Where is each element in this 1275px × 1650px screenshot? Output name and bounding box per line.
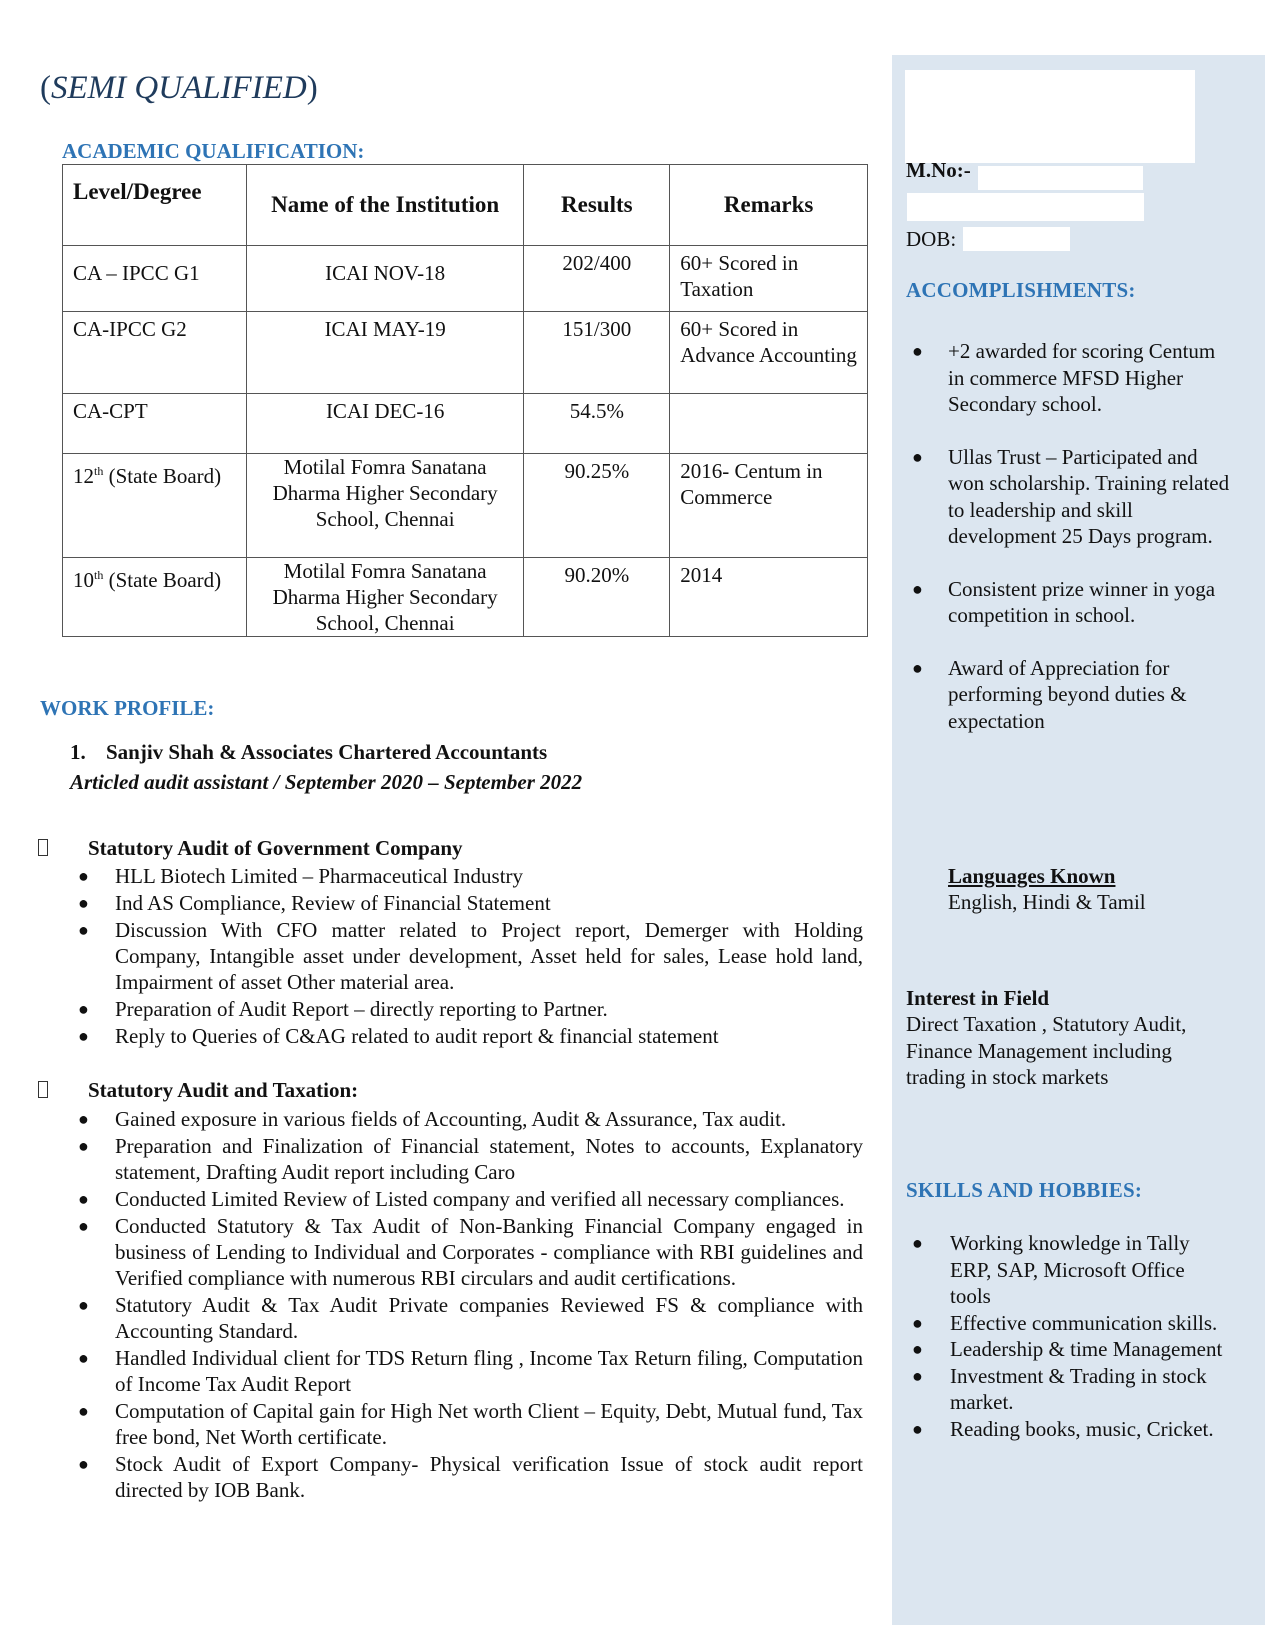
bullet-icon: ● (78, 1136, 89, 1156)
accomplishment-item: ● Ullas Trust – Participated and won scholarship. Training related to leadership and skill development 25 Days program. (912, 444, 1230, 548)
skills-list (906, 1230, 1226, 1442)
bullet-icon: ● (78, 1454, 89, 1474)
work-section-list (75, 1106, 863, 1504)
work-section-list (75, 863, 863, 1050)
bullet-icon: ● (78, 1026, 89, 1046)
job-role: Articled audit assistant / September 2020 – September 2022 (70, 770, 583, 794)
institution-cell: ICAI DEC-16 (246, 394, 524, 454)
skill-item: ● Working knowledge in Tally ERP, SAP, Microsoft Office tools (912, 1231, 1190, 1308)
bullet-icon: ● (78, 893, 89, 913)
skill-item: ● Reading books, music, Cricket. (912, 1416, 1214, 1441)
column-header: Results (524, 165, 670, 246)
languages-heading: Languages Known (948, 864, 1116, 888)
skill-item: ● Leadership & time Management (912, 1337, 1223, 1361)
bullet-icon: ● (78, 1348, 89, 1368)
bullet-icon: ● (912, 1339, 923, 1359)
bullet-icon: ● (912, 446, 923, 467)
bullet-icon: ● (912, 578, 923, 599)
accomplishment-item: ● +2 awarded for scoring Centum in commerce MFSD Higher Secondary school. (912, 339, 1216, 416)
section-heading: Statutory Audit and Taxation: (38, 1078, 358, 1103)
table-row (63, 394, 868, 454)
column-header: Level/Degree (63, 165, 247, 246)
bullet-icon: ● (78, 866, 89, 886)
list-item: ● Discussion With CFO matter related to Project report, Demerger with Holding Company, Intangible asset under development, Asset held for sales, Lease hold land, Impairment of asset Other material area. (78, 918, 863, 994)
level-cell: CA-IPCC G2 (63, 312, 247, 394)
list-item: ● Conducted Limited Review of Listed company and verified all necessary compliances. (78, 1187, 845, 1211)
list-item: ● Gained exposure in various fields of Accounting, Audit & Assurance, Tax audit. (78, 1107, 787, 1131)
remarks-cell: 60+ Scored in Taxation (670, 246, 868, 312)
languages-text: English, Hindi & Tamil (948, 890, 1146, 914)
redacted-dob (963, 227, 1070, 251)
level-cell: CA-CPT (63, 394, 247, 454)
list-item: ● Reply to Queries of C&AG related to audit report & financial statement (78, 1024, 719, 1048)
list-item: ● Ind AS Compliance, Review of Financial Statement (78, 891, 551, 915)
redacted-membership-number (978, 166, 1143, 190)
remarks-cell: 60+ Scored in Advance Accounting (670, 312, 868, 394)
accomplishment-item: ● Consistent prize winner in yoga competition in school. (912, 576, 1216, 627)
bullet-icon: ● (78, 1295, 89, 1315)
level-cell: 10th (State Board) (63, 558, 247, 637)
missing-glyph-icon (38, 1081, 48, 1098)
remarks-cell: 2014 (670, 558, 868, 637)
bullet-icon: ● (912, 1233, 923, 1253)
result-cell: 90.20% (524, 558, 670, 637)
table-row (63, 558, 868, 637)
column-header: Name of the Institution (246, 165, 524, 246)
page-title: (SEMI QUALIFIED) (40, 70, 318, 106)
level-cell: CA – IPCC G1 (63, 246, 247, 312)
column-header: Remarks (670, 165, 868, 246)
bullet-icon: ● (78, 920, 89, 940)
interest-text: Direct Taxation , Statutory Audit, Finance Management including trading in stock markets (906, 1012, 1187, 1089)
level-cell: 12th (State Board) (63, 454, 247, 558)
bullet-icon: ● (78, 999, 89, 1019)
institution-cell: ICAI MAY-19 (246, 312, 524, 394)
skill-item: ● Investment & Trading in stock market. (912, 1363, 1207, 1414)
skill-item: ● Effective communication skills. (912, 1310, 1218, 1335)
result-cell: 54.5% (524, 394, 670, 454)
list-item: ● HLL Biotech Limited – Pharmaceutical Industry (78, 864, 524, 888)
bullet-icon: ● (912, 341, 923, 361)
bullet-icon: ● (78, 1109, 89, 1129)
academic-table (62, 164, 868, 637)
list-item: ● Conducted Statutory & Tax Audit of Non-Banking Financial Company engaged in business of Lending to Individual and Corporates - compliance with RBI guidelines and Verified compliance with numerous RBI circulars and audit certifications. (78, 1214, 863, 1290)
institution-cell: Motilal Fomra Sanatana Dharma Higher Secondary School, Chennai (246, 558, 524, 637)
remarks-cell (670, 394, 868, 454)
list-item: ● Computation of Capital gain for High Net worth Client – Equity, Debt, Mutual fund, Tax free bond, Net Worth certificate. (78, 1399, 863, 1449)
bullet-icon: ● (912, 1418, 923, 1439)
bullet-icon: ● (78, 1189, 89, 1209)
remarks-cell: 2016- Centum in Commerce (670, 454, 868, 558)
missing-glyph-icon (38, 839, 48, 856)
result-cell: 90.25% (524, 454, 670, 558)
table-row (63, 312, 868, 394)
result-cell: 202/400 (524, 246, 670, 312)
bullet-icon: ● (912, 1365, 923, 1386)
institution-cell: ICAI NOV-18 (246, 246, 524, 312)
list-item: ● Handled Individual client for TDS Return fling , Income Tax Return filing, Computation of Income Tax Audit Report (78, 1346, 863, 1396)
redacted-contact-line (907, 193, 1144, 221)
membership-number-label: M.No:- (906, 158, 971, 182)
accomplishment-item: ● Award of Appreciation for performing beyond duties & expectation (912, 655, 1187, 733)
table-row (63, 246, 868, 312)
institution-cell: Motilal Fomra Sanatana Dharma Higher Secondary School, Chennai (246, 454, 524, 558)
academic-heading: ACADEMIC QUALIFICATION: (62, 139, 365, 163)
employer-name: 1. Sanjiv Shah & Associates Chartered Accountants (70, 740, 548, 764)
work-profile-heading: WORK PROFILE: (40, 696, 215, 720)
list-item: ● Preparation and Finalization of Financial statement, Notes to accounts, Explanatory statement, Drafting Audit report including Caro (78, 1134, 863, 1184)
dob-label: DOB: (906, 227, 957, 251)
result-cell: 151/300 (524, 312, 670, 394)
accomplishments-heading: ACCOMPLISHMENTS: (906, 278, 1136, 302)
skills-heading: SKILLS AND HOBBIES: (906, 1178, 1143, 1202)
table-header-row (63, 165, 868, 246)
list-item: ● Stock Audit of Export Company- Physical verification Issue of stock audit report directed by IOB Bank. (78, 1452, 863, 1502)
interest-heading: Interest in Field (906, 986, 1050, 1010)
bullet-icon: ● (78, 1401, 89, 1421)
table-row (63, 454, 868, 558)
bullet-icon: ● (78, 1216, 89, 1236)
list-item: ● Preparation of Audit Report – directly reporting to Partner. (78, 997, 608, 1021)
list-item: ● Statutory Audit & Tax Audit Private companies Reviewed FS & compliance with Accounting Standard. (78, 1293, 863, 1343)
section-heading: Statutory Audit of Government Company (38, 836, 463, 861)
bullet-icon: ● (912, 1312, 923, 1333)
bullet-icon: ● (912, 657, 923, 678)
accomplishments-list (906, 338, 1236, 734)
redacted-photo-area (905, 70, 1195, 163)
